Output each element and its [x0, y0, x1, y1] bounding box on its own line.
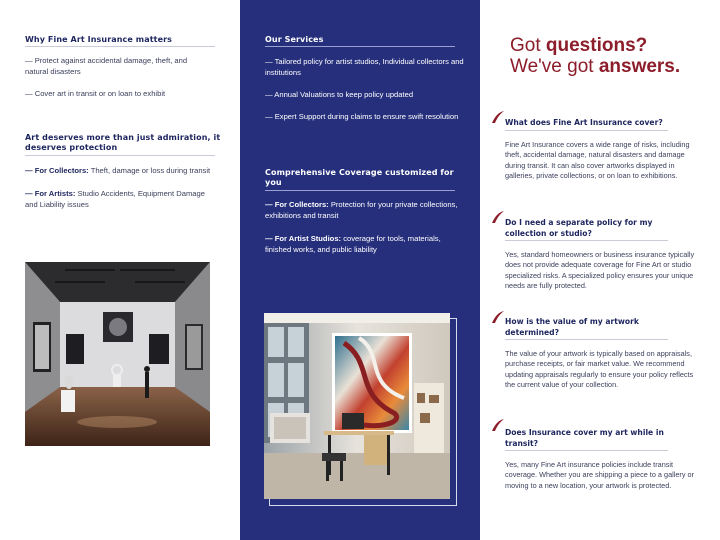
services-item: — Expert Support during claims to ensure swift resolution — [265, 112, 459, 121]
services-title: Our Services — [265, 35, 324, 44]
coverage-item-studios: — For Artist Studios: coverage for tools, materials, finished works, and public liability — [265, 234, 441, 254]
why-title: Why Fine Art Insurance matters — [25, 35, 173, 44]
swoosh-icon — [491, 310, 505, 324]
admiration-title: Art deserves more than just admiration, it deserves protection — [25, 133, 221, 152]
why-item: — Cover art in transit or on loan to exhibit — [25, 89, 166, 98]
faq-answer: Fine Art Insurance covers a wide range of risks, including theft, accidental damage, natural disasters and damage during transit. It can also cover artworks displayed in galleries, private collections, or on loan to exhibitions. — [505, 140, 690, 180]
divider — [505, 339, 668, 340]
faq-headline-line2: We've got answers. — [510, 56, 681, 77]
protect-item-collectors: — For Collectors: Theft, damage or loss during transit — [25, 166, 211, 175]
faq-question: Do I need a separate policy for my collection or studio? — [505, 218, 653, 238]
faq-answer: Yes, standard homeowners or business insurance typically does not provide adequate coverage for Fine Art or studio specialized risks. A specialized policy ensures your unique needs are fully protected. — [505, 250, 695, 290]
faq-answer: Yes, many Fine Art insurance policies include transit coverage. Whether you are shipping a piece to a gallery or moving to a new location, your artwork is protected. — [505, 460, 695, 490]
faq-question: Does Insurance cover my art while in transit? — [505, 428, 664, 448]
faq-answer: The value of your artwork is typically based on appraisals, purchase receipts, or fair market value. We recommend updating appraisals regularly to ensure your policy reflects the current value of your collection. — [505, 349, 694, 389]
swoosh-icon — [491, 110, 505, 124]
swoosh-icon — [491, 210, 505, 224]
divider — [265, 190, 455, 191]
gallery-photo — [25, 262, 210, 446]
studio-photo — [264, 313, 450, 499]
faq-question: What does Fine Art Insurance cover? — [505, 118, 663, 127]
divider — [505, 450, 668, 451]
divider — [505, 130, 668, 131]
why-item: — Protect against accidental damage, theft, and natural disasters — [25, 56, 188, 76]
protect-item-artists: — For Artists: Studio Accidents, Equipment Damage and Liability issues — [25, 189, 205, 209]
faq-headline-line1: Got questions? — [510, 35, 648, 56]
coverage-item-collectors: — For Collectors: Protection for your private collections, exhibitions and transit — [265, 200, 458, 220]
coverage-title: Comprehensive Coverage customized for you — [265, 168, 454, 187]
divider — [25, 155, 215, 156]
divider — [505, 240, 668, 241]
divider — [25, 46, 215, 47]
swoosh-icon — [491, 418, 505, 432]
divider — [265, 46, 455, 47]
faq-question: How is the value of my artwork determined? — [505, 317, 639, 337]
services-item: — Annual Valuations to keep policy updated — [265, 90, 414, 99]
services-item: — Tailored policy for artist studios, Individual collectors and institutions — [265, 57, 464, 77]
